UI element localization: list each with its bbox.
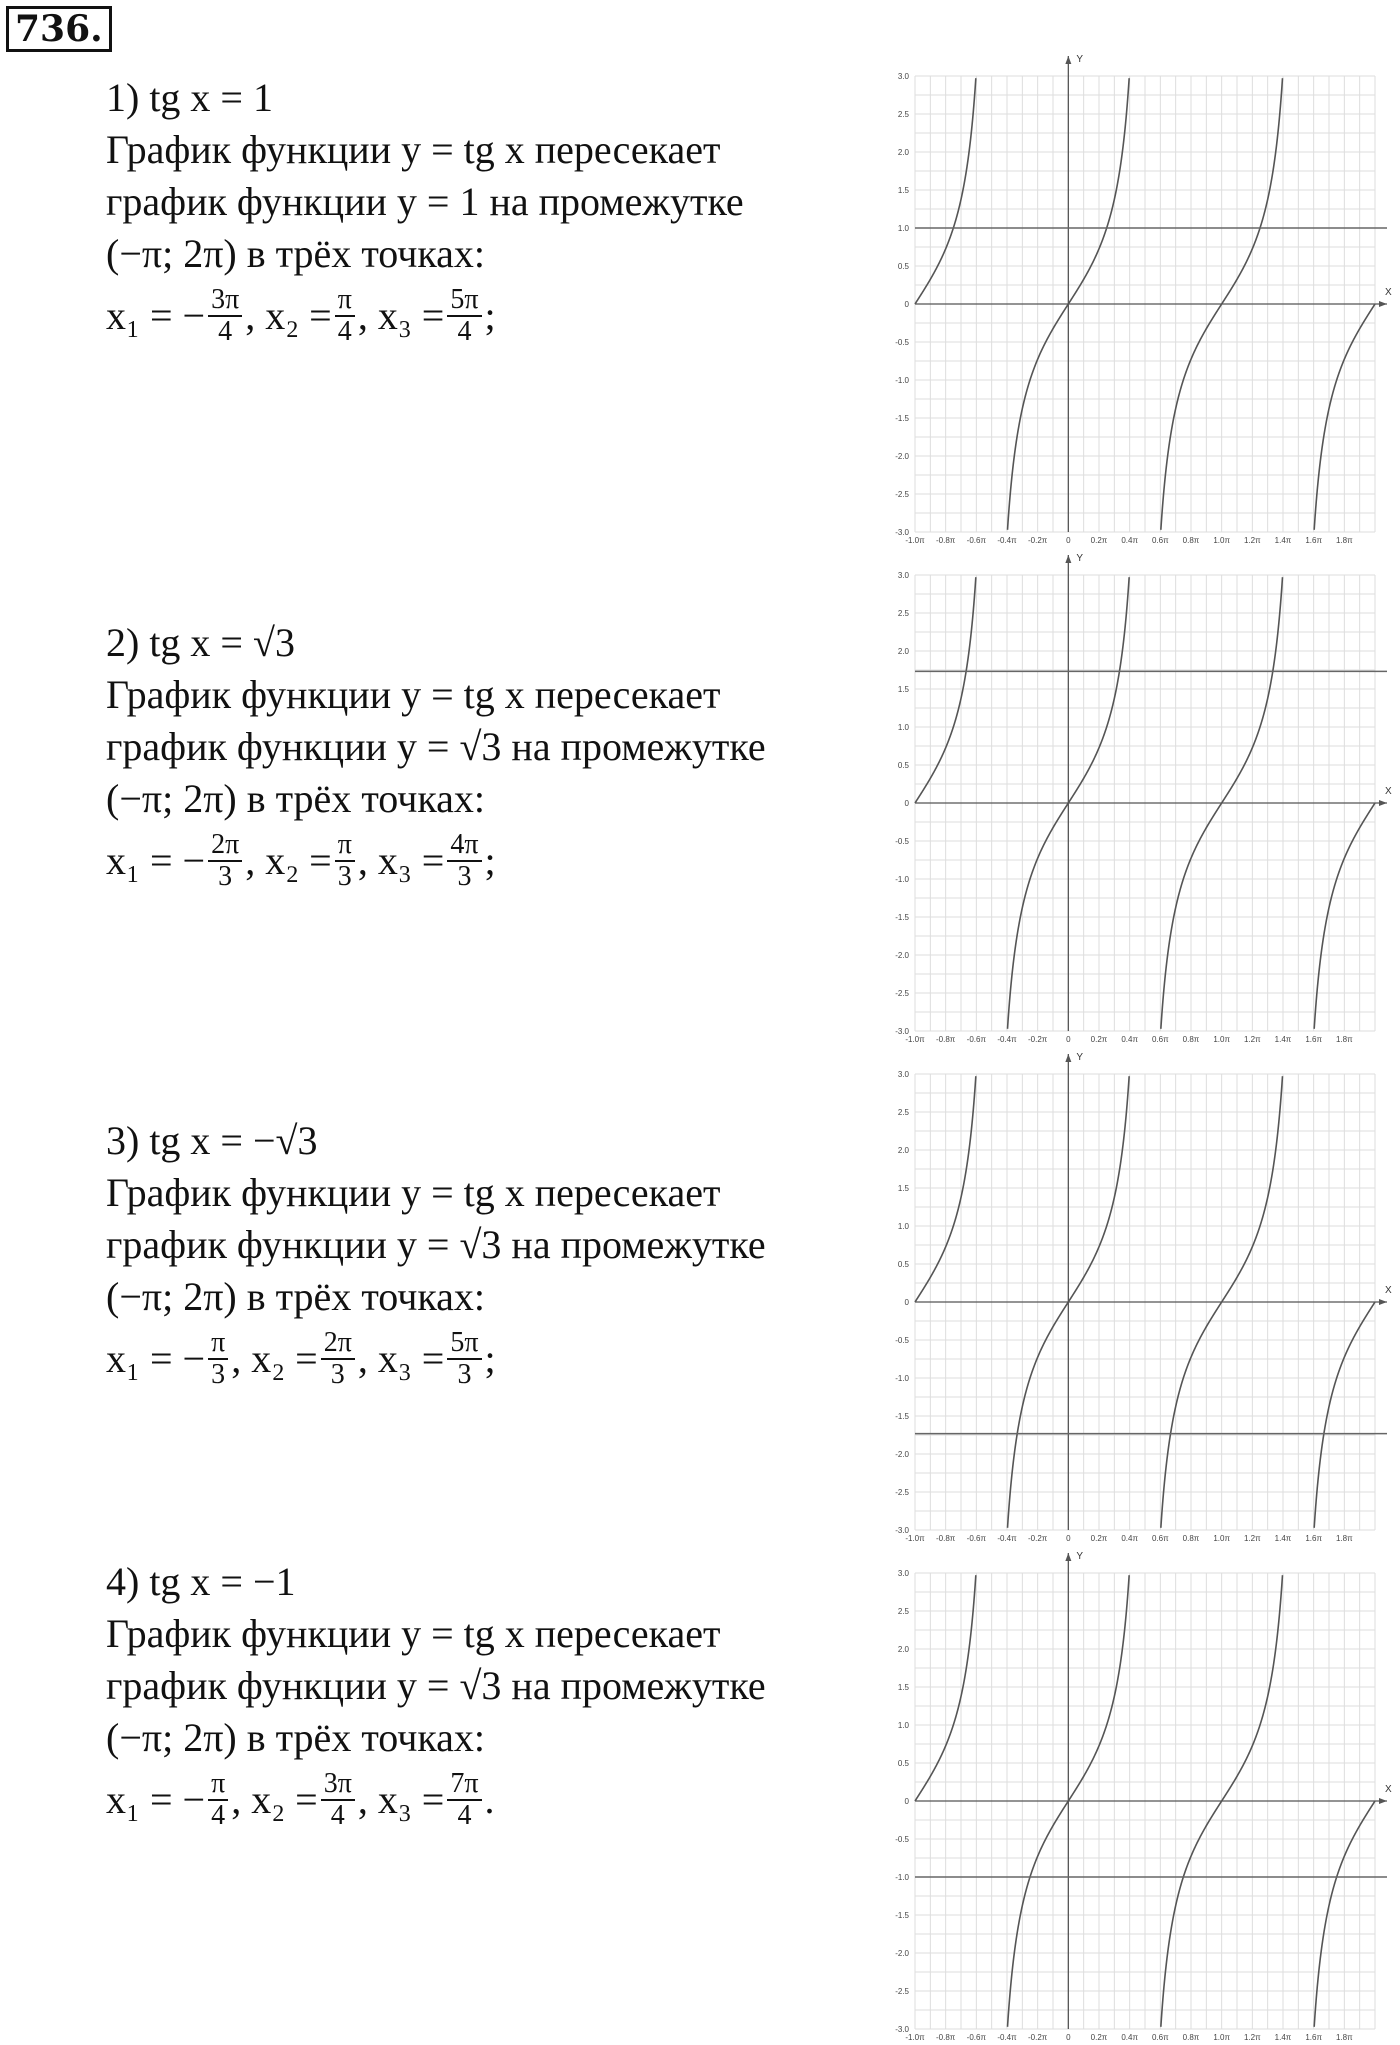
root-label: , x₂ =	[245, 293, 332, 338]
punctuation: ;	[484, 293, 496, 338]
y-tick-label: 2.5	[897, 609, 909, 618]
text-segment: на промежутке	[479, 179, 744, 224]
y-tick-label: -3.0	[895, 528, 909, 537]
x-tick-label: 0	[1066, 1035, 1071, 1044]
explanation-line	[106, 176, 866, 228]
interval-line: (−π; 2π) в трёх точках:	[106, 1274, 486, 1319]
x-tick-label: 1.2π	[1244, 2033, 1261, 2042]
denominator: 3	[337, 861, 352, 892]
y-tick-label: -2.5	[895, 490, 909, 499]
y-tick-label: 1.5	[897, 1184, 909, 1193]
y-tick-label: 1.0	[897, 723, 909, 732]
numerator: 5π	[447, 1328, 481, 1360]
punctuation: ;	[484, 838, 496, 883]
y-tick-label: 2.0	[897, 1146, 909, 1155]
x-tick-label: -0.4π	[997, 2033, 1017, 2042]
numerator: 3π	[208, 285, 242, 317]
y-tick-label: 0	[904, 300, 909, 309]
y-tick-label: -1.5	[895, 913, 909, 922]
explanation-line	[106, 1219, 866, 1271]
denominator: 4	[457, 1800, 472, 1831]
x-tick-label: 1.0π	[1213, 1534, 1230, 1543]
y-tick-label: -0.5	[895, 1835, 909, 1844]
numerator: π	[335, 830, 355, 862]
denominator: 4	[211, 1800, 226, 1831]
root-fraction	[321, 1769, 355, 1831]
y-tick-label: 1.5	[897, 685, 909, 694]
denominator: 4	[457, 316, 472, 347]
x-tick-label: 0.4π	[1121, 2033, 1138, 2042]
constant-value: √3	[459, 1222, 502, 1267]
y-tick-label: 1.5	[897, 1683, 909, 1692]
explanation-line	[106, 721, 866, 773]
y-tick-label: -0.5	[895, 1336, 909, 1345]
root-fraction	[208, 285, 242, 347]
x-tick-label: 1.8π	[1336, 536, 1353, 545]
x-tick-label: 0.6π	[1152, 1035, 1169, 1044]
y-tick-label: 3.0	[897, 1569, 909, 1578]
x-tick-label: 1.4π	[1274, 1534, 1292, 1543]
y-tick-label: 2.0	[897, 1645, 909, 1654]
problem-1	[106, 72, 866, 352]
x-tick-label: 1.8π	[1336, 1035, 1353, 1044]
numerator: 7π	[447, 1769, 481, 1801]
root-fraction	[321, 1328, 355, 1390]
y-tick-label: 0	[904, 1797, 909, 1806]
numerator: 3π	[321, 1769, 355, 1801]
y-tick-label: 0	[904, 1298, 909, 1307]
x-tick-label: -1.0π	[905, 1534, 925, 1543]
numerator: 4π	[447, 830, 481, 862]
tangent-graph	[875, 1543, 1400, 2043]
x-tick-label: 1.4π	[1274, 536, 1292, 545]
y-tick-label: -3.0	[895, 1526, 909, 1535]
y-tick-label: -1.5	[895, 414, 909, 423]
x-tick-label: 0	[1066, 1534, 1071, 1543]
equation-title: 1) tg x = 1	[106, 75, 273, 120]
equation-title: 3) tg x = −√3	[106, 1118, 318, 1163]
explanation-line: График функции y = tg x пересекает	[106, 127, 721, 172]
x-tick-label: 1.6π	[1305, 536, 1322, 545]
x-tick-label: -0.8π	[936, 1534, 956, 1543]
x-tick-label: -0.4π	[997, 536, 1017, 545]
y-axis-label: Y	[1076, 54, 1084, 65]
x-axis-arrow	[1379, 1299, 1387, 1305]
root-fraction	[335, 285, 355, 347]
y-tick-label: 2.5	[897, 1108, 909, 1117]
root-label: , x₃ =	[357, 838, 445, 883]
y-axis-arrow	[1065, 1054, 1071, 1062]
y-tick-label: 0.5	[897, 1260, 909, 1269]
x-tick-label: 1.6π	[1305, 1035, 1322, 1044]
graph-1	[875, 46, 1400, 546]
x-tick-label: 1.0π	[1213, 1035, 1230, 1044]
root-label: x₁ = −	[106, 1777, 206, 1822]
equation-title: 4) tg x = −1	[106, 1559, 296, 1604]
numerator: π	[208, 1328, 228, 1360]
y-tick-label: -1.0	[895, 376, 909, 385]
x-axis-arrow	[1379, 301, 1387, 307]
x-axis-label: X	[1385, 287, 1392, 298]
root-label: , x₃ =	[357, 293, 445, 338]
problem-number: 736.	[6, 6, 112, 52]
y-tick-label: -3.0	[895, 2025, 909, 2034]
text-segment: график функции y =	[106, 724, 460, 769]
x-tick-label: -1.0π	[905, 536, 925, 545]
explanation-line: График функции y = tg x пересекает	[106, 672, 721, 717]
y-axis-arrow	[1065, 1553, 1071, 1561]
y-tick-label: 0.5	[897, 761, 909, 770]
x-axis-arrow	[1379, 1798, 1387, 1804]
roots-line	[106, 280, 866, 352]
interval-line: (−π; 2π) в трёх точках:	[106, 776, 486, 821]
y-tick-label: -2.0	[895, 1949, 909, 1958]
x-tick-label: 1.6π	[1305, 2033, 1322, 2042]
x-tick-label: 1.4π	[1274, 2033, 1292, 2042]
y-axis-label: Y	[1076, 1052, 1084, 1063]
problem-4	[106, 1556, 866, 1836]
root-label: , x₂ =	[231, 1336, 318, 1381]
y-tick-label: -0.5	[895, 338, 909, 347]
y-tick-label: -1.5	[895, 1911, 909, 1920]
x-tick-label: 0.2π	[1090, 2033, 1108, 2042]
x-tick-label: -1.0π	[905, 1035, 925, 1044]
y-axis-label: Y	[1076, 1551, 1084, 1562]
y-tick-label: -2.5	[895, 1987, 909, 1996]
x-tick-label: 0.6π	[1152, 536, 1169, 545]
y-tick-label: -1.0	[895, 875, 909, 884]
y-tick-label: -1.0	[895, 1873, 909, 1882]
numerator: 5π	[447, 285, 481, 317]
x-tick-label: 0.2π	[1090, 1534, 1108, 1543]
y-tick-label: 2.0	[897, 647, 909, 656]
y-tick-label: 1.0	[897, 224, 909, 233]
x-tick-label: -0.8π	[936, 1035, 956, 1044]
y-tick-label: 1.0	[897, 1721, 909, 1730]
y-tick-label: -2.0	[895, 1450, 909, 1459]
x-tick-label: 1.2π	[1244, 536, 1261, 545]
x-tick-label: 0.2π	[1090, 1035, 1108, 1044]
root-fraction	[208, 1769, 228, 1831]
x-tick-label: 0	[1066, 536, 1071, 545]
punctuation: ;	[484, 1336, 496, 1381]
x-tick-label: -0.6π	[966, 536, 986, 545]
x-tick-label: -1.0π	[905, 2033, 925, 2042]
root-label: x₁ = −	[106, 838, 206, 883]
explanation-line: График функции y = tg x пересекает	[106, 1611, 721, 1656]
numerator: 2π	[321, 1328, 355, 1360]
x-tick-label: -0.6π	[966, 1534, 986, 1543]
y-tick-label: 2.0	[897, 148, 909, 157]
tangent-graph	[875, 1044, 1400, 1544]
y-tick-label: -0.5	[895, 837, 909, 846]
x-tick-label: -0.2π	[1028, 536, 1048, 545]
x-tick-label: 1.2π	[1244, 1035, 1261, 1044]
x-tick-label: 0	[1066, 2033, 1071, 2042]
problem-3	[106, 1115, 866, 1395]
x-tick-label: 0.8π	[1182, 1035, 1200, 1044]
text-segment: график функции y =	[106, 179, 460, 224]
constant-value: √3	[459, 1663, 502, 1708]
constant-value: √3	[459, 724, 502, 769]
x-tick-label: 0.4π	[1121, 536, 1138, 545]
y-tick-label: 2.5	[897, 110, 909, 119]
numerator: 2π	[208, 830, 242, 862]
x-axis-label: X	[1385, 1784, 1392, 1795]
roots-line	[106, 1764, 866, 1836]
x-axis-label: X	[1385, 786, 1392, 797]
root-label: , x₂ =	[245, 838, 332, 883]
x-tick-label: 1.0π	[1213, 2033, 1230, 2042]
denominator: 3	[218, 861, 233, 892]
x-axis-label: X	[1385, 1285, 1392, 1296]
x-tick-label: 0.6π	[1152, 1534, 1169, 1543]
root-label: x₁ = −	[106, 1336, 206, 1381]
x-tick-label: 1.0π	[1213, 536, 1230, 545]
root-label: , x₃ =	[357, 1777, 445, 1822]
x-tick-label: -0.2π	[1028, 2033, 1048, 2042]
root-label: , x₃ =	[357, 1336, 445, 1381]
y-tick-label: -1.5	[895, 1412, 909, 1421]
x-tick-label: -0.8π	[936, 536, 956, 545]
denominator: 3	[457, 1359, 472, 1390]
x-tick-label: -0.4π	[997, 1534, 1017, 1543]
text-segment: график функции y =	[106, 1222, 460, 1267]
problem-2	[106, 617, 866, 897]
y-tick-label: 3.0	[897, 72, 909, 81]
x-tick-label: 1.4π	[1274, 1035, 1292, 1044]
x-tick-label: -0.4π	[997, 1035, 1017, 1044]
x-tick-label: 1.8π	[1336, 2033, 1353, 2042]
text-segment: на промежутке	[501, 1663, 766, 1708]
y-tick-label: -2.5	[895, 1488, 909, 1497]
y-tick-label: -2.0	[895, 452, 909, 461]
x-tick-label: -0.6π	[966, 1035, 986, 1044]
y-tick-label: -2.0	[895, 951, 909, 960]
graph-3	[875, 1044, 1400, 1544]
punctuation: .	[484, 1777, 495, 1822]
numerator: π	[208, 1769, 228, 1801]
root-fraction	[447, 1769, 481, 1831]
tangent-graph	[875, 545, 1400, 1045]
interval-line: (−π; 2π) в трёх точках:	[106, 231, 486, 276]
y-tick-label: 3.0	[897, 1070, 909, 1079]
x-tick-label: 0.8π	[1182, 2033, 1200, 2042]
denominator: 4	[337, 316, 352, 347]
y-tick-label: -3.0	[895, 1027, 909, 1036]
x-tick-label: 1.8π	[1336, 1534, 1353, 1543]
y-tick-label: 0	[904, 799, 909, 808]
root-label: , x₂ =	[231, 1777, 318, 1822]
text-segment: на промежутке	[501, 1222, 766, 1267]
x-tick-label: 0.8π	[1182, 1534, 1200, 1543]
y-axis-arrow	[1065, 56, 1071, 64]
x-tick-label: -0.2π	[1028, 1035, 1048, 1044]
y-tick-label: -1.0	[895, 1374, 909, 1383]
denominator: 3	[330, 1359, 345, 1390]
text-segment: на промежутке	[501, 724, 766, 769]
y-tick-label: 1.0	[897, 1222, 909, 1231]
roots-line	[106, 825, 866, 897]
y-tick-label: 1.5	[897, 186, 909, 195]
graph-4	[875, 1543, 1400, 2043]
denominator: 3	[457, 861, 472, 892]
denominator: 4	[218, 316, 233, 347]
root-fraction	[208, 830, 242, 892]
y-axis-label: Y	[1076, 553, 1084, 564]
tangent-graph	[875, 46, 1400, 546]
x-tick-label: 1.2π	[1244, 1534, 1261, 1543]
constant-value: 1	[459, 179, 480, 224]
root-fraction	[208, 1328, 228, 1390]
y-tick-label: 2.5	[897, 1607, 909, 1616]
x-tick-label: -0.8π	[936, 2033, 956, 2042]
y-tick-label: -2.5	[895, 989, 909, 998]
y-tick-label: 0.5	[897, 1759, 909, 1768]
x-tick-label: 1.6π	[1305, 1534, 1322, 1543]
equation-title: 2) tg x = √3	[106, 620, 295, 665]
y-tick-label: 3.0	[897, 571, 909, 580]
numerator: π	[335, 285, 355, 317]
y-tick-label: 0.5	[897, 262, 909, 271]
root-fraction	[447, 1328, 481, 1390]
denominator: 3	[211, 1359, 226, 1390]
x-tick-label: 0.4π	[1121, 1534, 1138, 1543]
roots-line	[106, 1323, 866, 1395]
x-tick-label: 0.2π	[1090, 536, 1108, 545]
x-tick-label: 0.8π	[1182, 536, 1200, 545]
root-fraction	[335, 830, 355, 892]
denominator: 4	[330, 1800, 345, 1831]
explanation-line: График функции y = tg x пересекает	[106, 1170, 721, 1215]
interval-line: (−π; 2π) в трёх точках:	[106, 1715, 486, 1760]
graph-2	[875, 545, 1400, 1045]
root-fraction	[447, 285, 481, 347]
y-axis-arrow	[1065, 555, 1071, 563]
x-axis-arrow	[1379, 800, 1387, 806]
x-tick-label: 0.6π	[1152, 2033, 1169, 2042]
explanation-line	[106, 1660, 866, 1712]
x-tick-label: -0.2π	[1028, 1534, 1048, 1543]
x-tick-label: -0.6π	[966, 2033, 986, 2042]
text-segment: график функции y =	[106, 1663, 460, 1708]
root-fraction	[447, 830, 481, 892]
x-tick-label: 0.4π	[1121, 1035, 1138, 1044]
root-label: x₁ = −	[106, 293, 206, 338]
